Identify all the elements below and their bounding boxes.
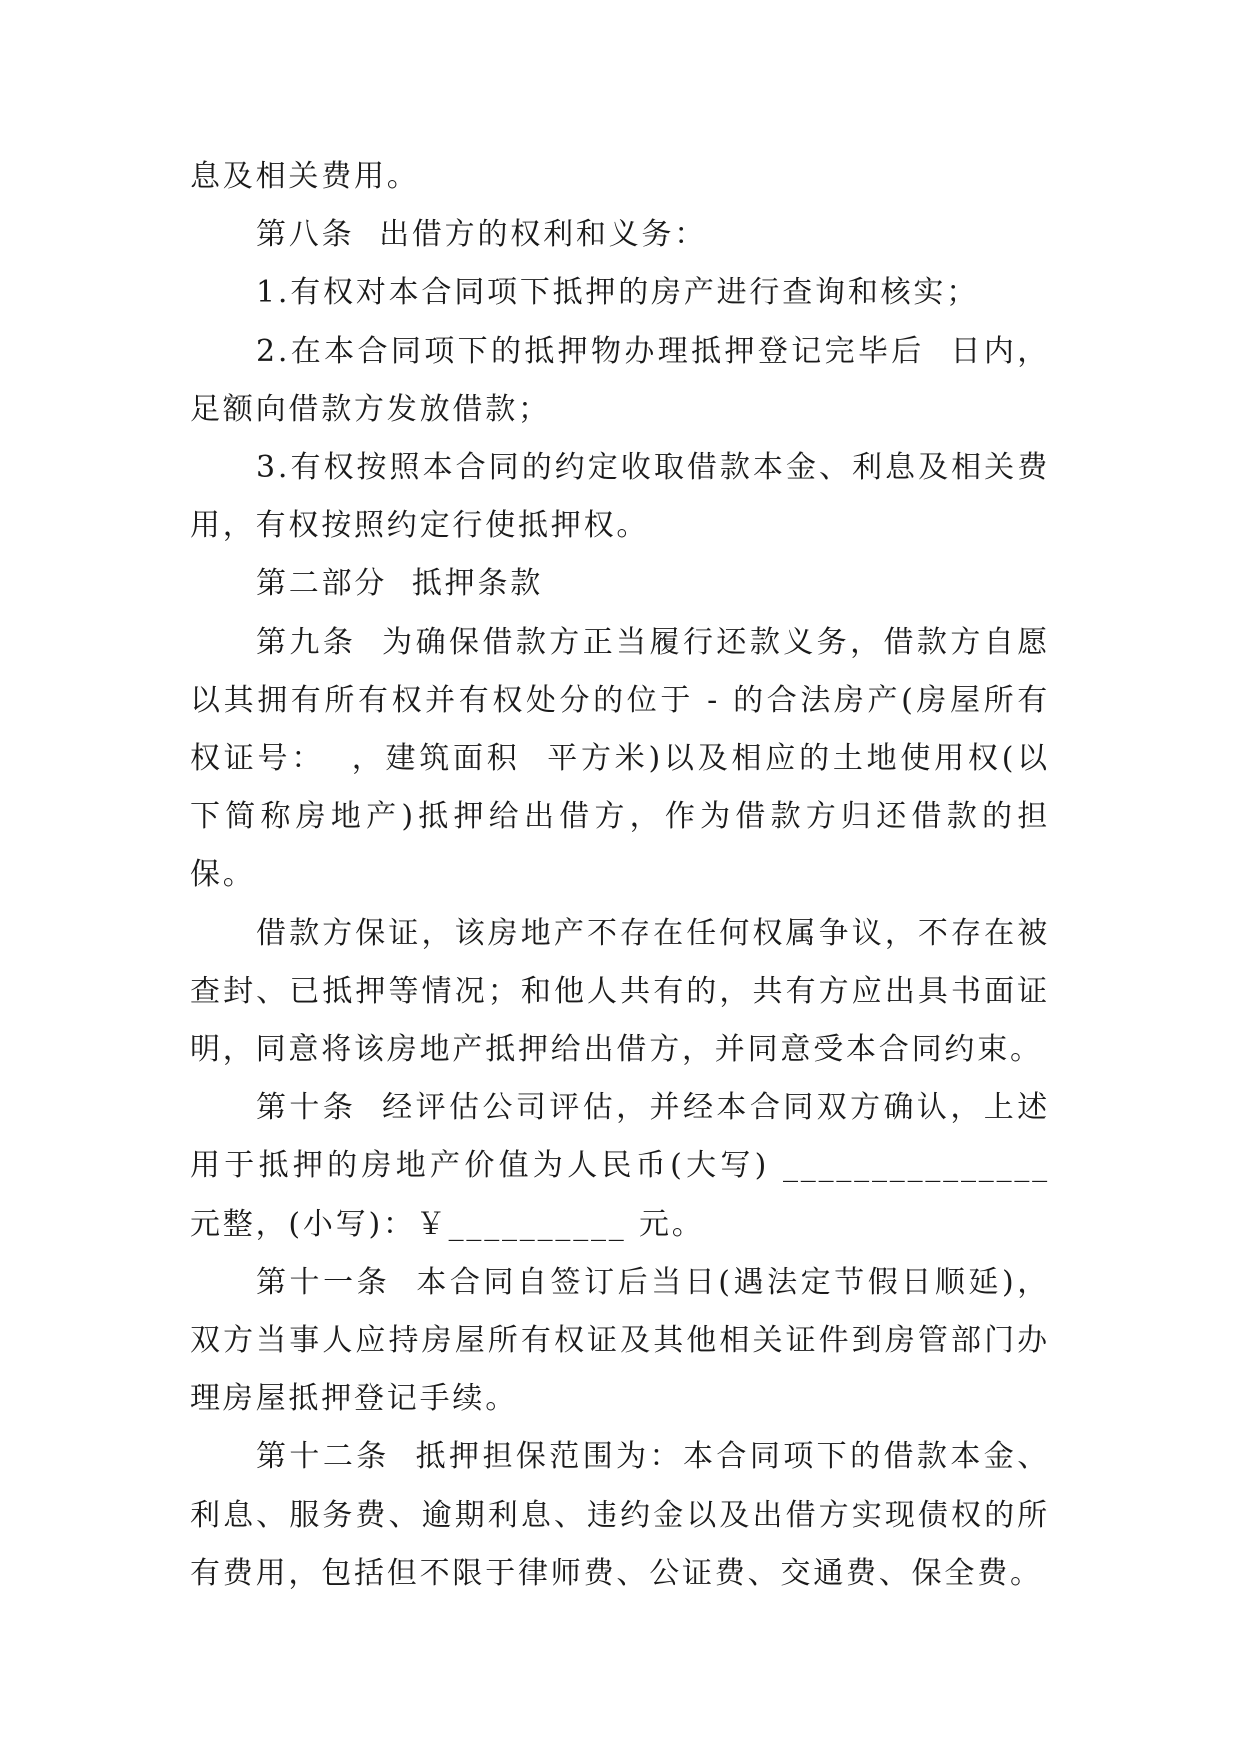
paragraph-continuation: 息及相关费用。	[190, 159, 420, 194]
article-9: 第九条 为确保借款方正当履行还款义务，借款方自愿以其拥有所有权并有权处分的位于 - 的合法房产(房屋所有权证号： ，建筑面积 平方米)以及相应的土地使用权(以下简称房地产)抵押给出借方，作为借款方归还借款的担保。	[190, 624, 1050, 893]
article-8-heading: 第八条 出借方的权利和义务：	[256, 217, 708, 253]
document-body	[190, 148, 1050, 1603]
article-8-item-3: 3.有权按照本合同的约定收取借款本金、利息及相关费用，有权按照约定行使抵押权。	[190, 450, 1050, 544]
borrower-guarantee-paragraph: 借款方保证，该房地产不存在任何权属争议，不存在被查封、已抵押等情况；和他人共有的，共有方应出具书面证明，同意将该房地产抵押给出借方，并同意受本合同约束。	[190, 915, 1050, 1068]
article-12: 第十二条 抵押担保范围为：本合同项下的借款本金、利息、服务费、逾期利息、违约金以及出借方实现债权的所有费用，包括但不限于律师费、公证费、交通费、保全费。	[190, 1439, 1050, 1591]
article-10: 第十条 经评估公司评估，并经本合同双方确认，上述用于抵押的房地产价值为人民币(大写) _______________元整，(小写)：￥__________ 元。	[190, 1090, 1050, 1242]
article-11: 第十一条 本合同自签订后当日(遇法定节假日顺延)，双方当事人应持房屋所有权证及其他相关证件到房管部门办理房屋抵押登记手续。	[190, 1264, 1050, 1417]
article-8-item-2: 2.在本合同项下的抵押物办理抵押登记完毕后 日内，足额向借款方发放借款；	[190, 333, 1050, 427]
article-8-item-1: 1.有权对本合同项下抵押的房产进行查询和核实；	[256, 275, 980, 311]
part-2-heading: 第二部分 抵押条款	[256, 566, 544, 602]
